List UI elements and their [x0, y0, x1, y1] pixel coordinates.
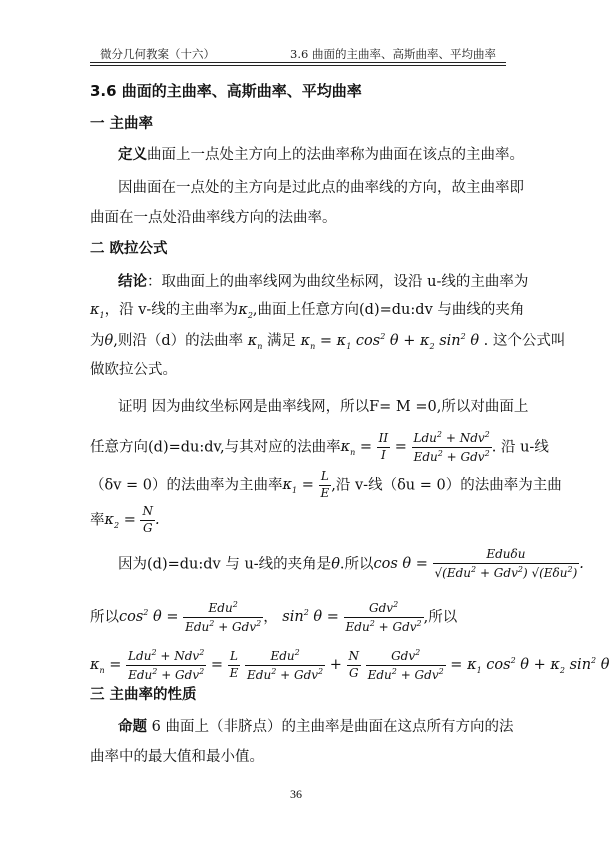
normal-curvature-formula: $\kappa_n$ = $\frac{II}{I}$ = $\frac{Ldu^2 + Ndv^2}{Edu^2 + Gdv^2}$ — [340, 430, 490, 464]
header-left: 微分几何教案（十六） — [100, 47, 215, 61]
proposition-line-1: 命题 6 曲面上（非脐点）的主曲率是曲面在这点所有方向的法 — [118, 719, 514, 735]
heading-principal-curvature: 一 主曲率 — [90, 116, 154, 132]
conclusion-line-2: $\kappa_1$，沿 v-线的主曲率为$\kappa_2$,曲面上任意方向(d)=du:dv 与曲线的夹角 — [90, 302, 525, 320]
euler-formula-inline: $\kappa_n = \kappa_1$ $\cos^2 \theta + \kappa_2$ $\sin^2 \theta$ — [296, 332, 484, 351]
conclusion-line-3: 为θ,则沿（d）的法曲率 $\kappa_n$ 满足 $\kappa_n = \kappa_1$ $\cos^2 \theta + \kappa_2$ $\sin^2 \theta$ . 这个公式叫 — [90, 332, 566, 351]
page-number: 36 — [290, 787, 302, 801]
proposition-line-2: 曲率中的最大值和最小值。 — [90, 749, 264, 765]
header-rule-thin — [90, 65, 506, 66]
heading-euler-formula: 二 欧拉公式 — [90, 241, 168, 257]
angle-line: 因为(d)=du:dv 与 u-线的夹角是θ.所以cos θ = $\frac{\text{Eduδu}}{√(Edu^2 + Gdv^2) √(E\delta u^2)}$ . — [118, 547, 584, 580]
proof-line-3: （δv = 0）的法曲率为主曲率$\kappa_1$ = $\frac{L}{E}$ ,沿 v-线（δu = 0）的法曲率为主曲 — [90, 469, 562, 500]
proposition-label: 命题 — [118, 719, 147, 735]
so-line: 所以$\cos^2 \theta$ = $\frac{Edu^2}{Edu^2 + Gdv^2}$ ， $\sin^2 \theta$ = $\frac{Gdv^2}{Edu^2 + Gdv^2}$ ,所以 — [90, 600, 458, 634]
conclusion-line-4: 做欧拉公式。 — [90, 362, 177, 378]
proof-line-4: 率$\kappa_2$ = $\frac{N}{G}$ . — [90, 504, 160, 535]
heading-principal-curvature-properties: 三 主曲率的性质 — [90, 687, 197, 703]
cos-theta-formula: cos θ = $\frac{\text{Eduδu}}{√(Edu^2 + Gdv^2) √(E\delta u^2)}$ . — [373, 547, 584, 580]
header-right: 3.6 曲面的主曲率、高斯曲率、平均曲率 — [290, 47, 496, 61]
math-kappa1: $\kappa_1$ — [90, 302, 105, 320]
section-title: 3.6 曲面的主曲率、高斯曲率、平均曲率 — [90, 82, 362, 100]
sin2-formula: $\sin^2 \theta$ = $\frac{Gdv^2}{Edu^2 + Gdv^2}$ — [277, 600, 422, 634]
definition-label: 定义 — [118, 147, 147, 163]
proof-line-2: 任意方向(d)=du:dv,与其对应的法曲率$\kappa_n$ = $\frac{II}{I}$ = $\frac{Ldu^2 + Ndv^2}{Edu^2 + Gdv^2}$ . 沿 u-线 — [90, 430, 549, 464]
cos2-formula: $\cos^2 \theta$ = $\frac{Edu^2}{Edu^2 + Gdv^2}$ — [119, 600, 262, 634]
proof-line-1: 证明 因为曲纹坐标网是曲率线网，所以F= M =0,所以对曲面上 — [118, 399, 529, 415]
kappa1-formula: $\kappa_1$ = $\frac{L}{E}$ — [282, 469, 330, 500]
euler-derivation: $\kappa_n$ = $\frac{Ldu^2 + Ndv^2}{Edu^2 + Gdv^2}$ = $\frac{L}{E}$ $\frac{Edu^2}{Edu^2 + Gdv^2}$ + $\frac{N}{G}$ $\frac{Gdv^2}{Edu^2 + Gdv^2}$ = $\kappa_1$ $\cos^2 \theta + \kappa_2$ $\sin^2 \theta$ — [90, 648, 609, 682]
conclusion-label: 结论 — [118, 274, 147, 290]
kappa2-formula: $\kappa_2$ = $\frac{N}{G}$ . — [104, 504, 160, 535]
math-kappa2: $\kappa_2$ — [238, 302, 253, 320]
note-line-2: 曲面在一点处沿曲率线方向的法曲率。 — [90, 210, 337, 226]
header-rule — [90, 62, 506, 63]
note-line-1: 因曲面在一点处的主方向是过此点的曲率线的方向，故主曲率即 — [118, 180, 524, 196]
definition-text: 曲面上一点处主方向上的法曲率称为曲面在该点的主曲率。 — [147, 147, 524, 163]
definition-paragraph — [118, 148, 524, 163]
conclusion-line-1: 结论：取曲面上的曲率线网为曲纹坐标网，设沿 u-线的主曲率为 — [118, 274, 529, 290]
